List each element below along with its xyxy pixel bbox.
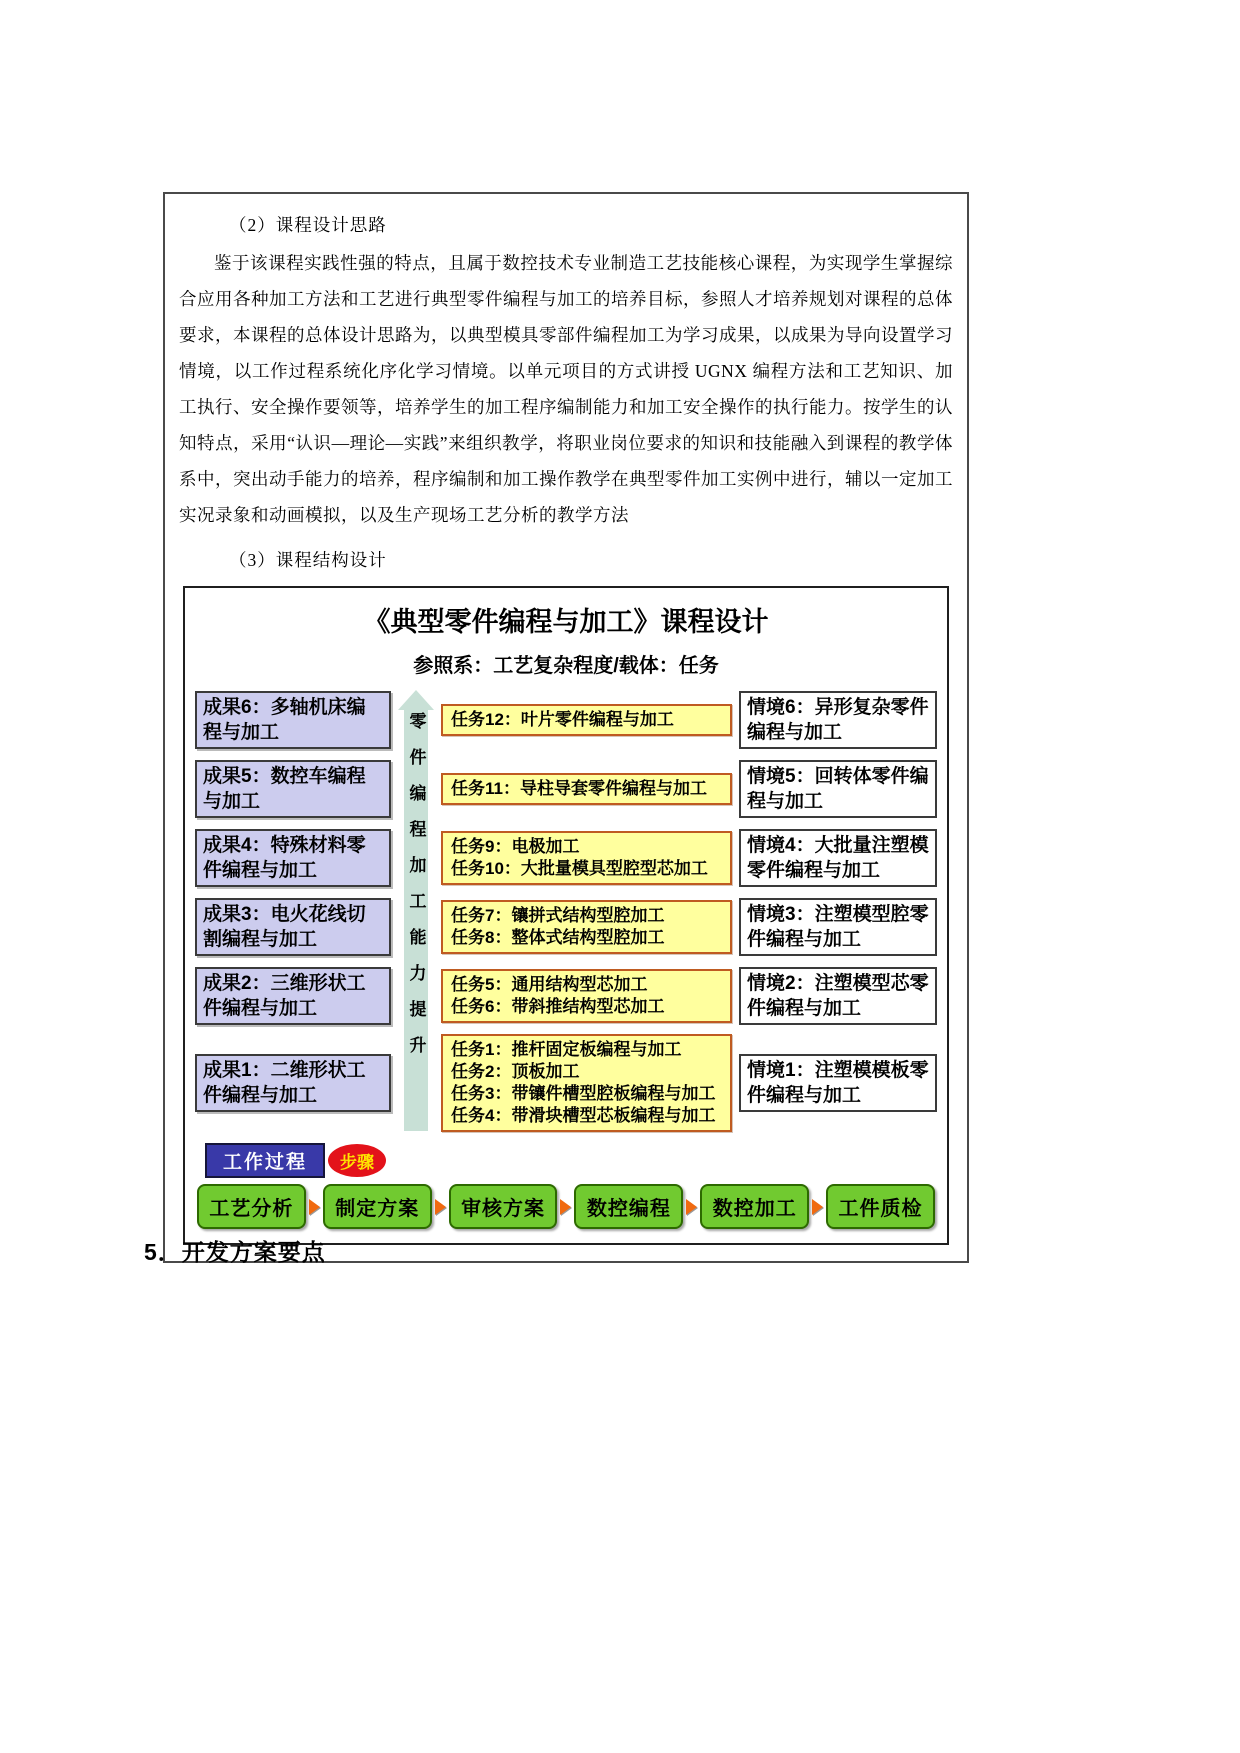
right-arrow-icon	[686, 1199, 697, 1215]
up-arrow-icon	[398, 690, 434, 710]
task-line: 任务11：导柱导套零件编程与加工	[451, 779, 707, 798]
right-arrow-icon	[435, 1199, 446, 1215]
section-2-heading: （2）课程设计思路	[229, 215, 387, 235]
right-arrow-icon	[309, 1199, 320, 1215]
arrow-label: 零件编程加工能力提升	[406, 712, 426, 1072]
task-line: 任务4：带滑块槽型芯板编程与加工	[451, 1106, 716, 1125]
situation-box-5: 情境5：回转体零件编程与加工	[739, 760, 937, 818]
achievement-box-5: 成果5：数控车编程与加工	[195, 760, 391, 818]
task-box	[441, 1034, 732, 1132]
task-group-row6	[441, 1034, 732, 1132]
content-table-cell	[163, 192, 969, 1263]
section-3-heading: （3）课程结构设计	[229, 550, 387, 570]
process-step-4: 数控编程	[574, 1184, 683, 1229]
task-group-row1	[441, 704, 732, 736]
task-line: 任务1：推杆固定板编程与加工	[451, 1040, 682, 1059]
situation-box-1: 情境1：注塑模模板零件编程与加工	[739, 1054, 937, 1112]
achievement-box-2: 成果2：三维形状工件编程与加工	[195, 967, 391, 1025]
task-box	[441, 969, 732, 1023]
situation-box-3: 情境3：注塑模型腔零件编程与加工	[739, 898, 937, 956]
achievement-box-1: 成果1：二维形状工件编程与加工	[195, 1054, 391, 1112]
steps-badge: 步骤	[328, 1144, 386, 1177]
task-line: 任务6：带斜推结构型芯加工	[451, 997, 665, 1016]
process-step-1: 工艺分析	[197, 1184, 306, 1229]
work-process-flow	[195, 1184, 937, 1229]
right-arrow-icon	[812, 1199, 823, 1215]
situation-box-2: 情境2：注塑模型芯零件编程与加工	[739, 967, 937, 1025]
task-group-row2	[441, 773, 732, 805]
task-box	[441, 704, 732, 736]
process-step-6: 工件质检	[826, 1184, 935, 1229]
achievement-box-4: 成果4：特殊材料零件编程与加工	[195, 829, 391, 887]
design-paragraph: 鉴于该课程实践性强的特点，且属于数控技术专业制造工艺技能核心课程，为实现学生掌握综合应用各种加工方法和工艺进行典型零件编程与加工的培养目标，参照人才培养规划对课程的总体要求，本课程的总体设计思路为，以典型模具零部件编程加工为学习成果，以成果为导向设置学习情境，以工作过程系统化序化学习情境。以单元项目的方式讲授 UGNX 编程方法和工艺知识、加工执行、安全操作要领等，培养学生的加工程序编制能力和加工安全操作的执行能力。按学生的认知特点，采用“认识—理论—实践”来组织教学，将职业岗位要求的知识和技能融入到课程的教学体系中，突出动手能力的培养，程序编制和加工操作教学在典型零件加工实例中进行，辅以一定加工实况录象和动画模拟，以及生产现场工艺分析的教学方法	[179, 253, 953, 525]
task-group-row4	[441, 900, 732, 954]
situation-box-4: 情境4：大批量注塑模零件编程与加工	[739, 829, 937, 887]
situation-box-6: 情境6：异形复杂零件编程与加工	[739, 691, 937, 749]
task-line: 任务7：镶拼式结构型腔加工	[451, 906, 665, 925]
task-line: 任务9：电极加工	[451, 837, 580, 856]
process-step-3: 审核方案	[449, 1184, 558, 1229]
process-legend	[205, 1143, 937, 1178]
task-box	[441, 773, 732, 805]
task-line: 任务8：整体式结构型腔加工	[451, 928, 665, 947]
achievement-box-3: 成果3：电火花线切割编程与加工	[195, 898, 391, 956]
capability-up-arrow	[398, 690, 434, 1131]
task-box	[441, 831, 732, 885]
task-group-row3	[441, 831, 732, 885]
diagram-subtitle: 参照系：工艺复杂程度/载体：任务	[413, 655, 719, 677]
task-line: 任务10：大批量模具型腔型芯加工	[451, 859, 708, 878]
footer-heading: 5．开发方案要点	[144, 1239, 326, 1265]
task-group-row5	[441, 969, 732, 1023]
work-process-label: 工作过程	[205, 1143, 325, 1178]
arrow-shaft	[404, 710, 428, 1131]
diagram-grid	[195, 690, 937, 1131]
right-arrow-icon	[560, 1199, 571, 1215]
process-step-2: 制定方案	[323, 1184, 432, 1229]
course-structure-diagram	[183, 586, 949, 1245]
process-step-5: 数控加工	[700, 1184, 809, 1229]
task-line: 任务5：通用结构型芯加工	[451, 975, 648, 994]
task-line: 任务3：带镶件槽型腔板编程与加工	[451, 1084, 716, 1103]
task-line: 任务12：叶片零件编程与加工	[451, 710, 674, 729]
task-line: 任务2：顶板加工	[451, 1062, 580, 1081]
diagram-title: 《典型零件编程与加工》课程设计	[363, 607, 769, 637]
achievement-box-6: 成果6：多轴机床编程与加工	[195, 691, 391, 749]
task-box	[441, 900, 732, 954]
